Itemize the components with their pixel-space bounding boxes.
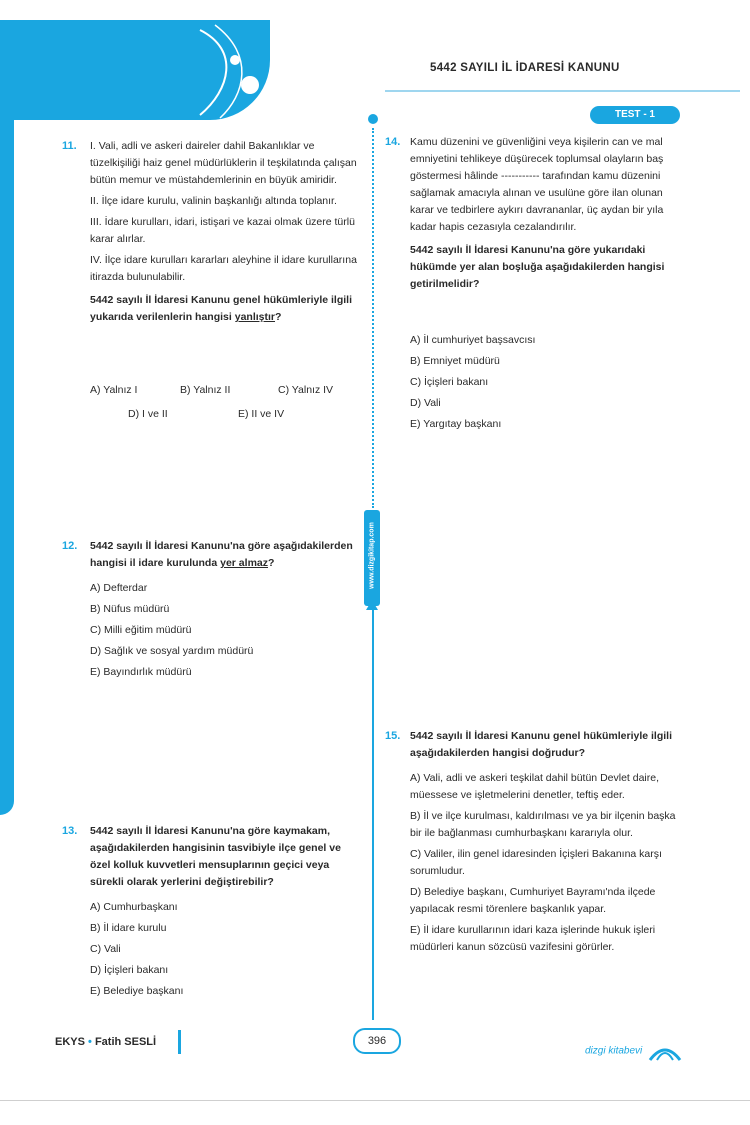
question-14-body <box>410 134 686 293</box>
footer-credit <box>55 1036 156 1048</box>
option-e[interactable]: E) Bayındırlık müdürü <box>90 666 192 678</box>
stem-underlined: yer almaz <box>220 557 268 569</box>
question-15-options <box>410 770 686 956</box>
stem-text: 5442 sayılı İl İdaresi Kanunu genel hükümleriyle ilgili yukarıda verilenlerin hangisi <box>90 294 353 323</box>
question-13-stem: 5442 sayılı İl İdaresi Kanunu'na göre kaymakam, aşağıdakilerden hangisinin tasvibiyle ilçe genel ve özel kolluk kuvvetleri mensuplarının geçici veya sürekli olarak yerlerini değiştirebilir? <box>90 825 341 888</box>
question-text: Kamu düzenini ve güvenliğini veya kişilerin can ve mal emniyetini tehlikeye düşürecek toplumsal olayların baş göstermesi hâlinde ----------- tarafından kamu düzenini sağlamak amacıyla alınan ve usulüne göre ilan olunan karar ve tedbirlere aykırı davrananlar, üç aydan bir yıla kadar hapis cezasıyla cezalandırılır. <box>410 136 664 233</box>
footer-dot: • <box>88 1036 92 1048</box>
statement-iv: IV. İlçe idare kurulları kararları aleyhine il idare kurullarına itirazda bulunulabilir. <box>90 254 357 283</box>
wave-decoration-icon <box>0 20 270 120</box>
bottom-rule <box>0 1100 750 1101</box>
stem-text: 5442 sayılı İl İdaresi Kanunu'na göre aşağıdakilerden hangisi il idare kurulunda <box>90 540 353 569</box>
side-tab <box>364 510 380 606</box>
option-a[interactable]: A) Vali, adli ve askeri teşkilat dahil bütün Devlet daire, müessese ve işletmelerini denetler, teftiş eder. <box>410 772 660 801</box>
question-number: 12. <box>62 540 78 552</box>
statement-iii: III. İdare kurulları, idari, istişari ve kazai olmak üzere türlü karar alırlar. <box>90 216 355 245</box>
question-11-body <box>90 138 362 326</box>
option-c[interactable]: C) Vali <box>90 943 121 955</box>
option-b[interactable]: B) İl ve ilçe kurulması, kaldırılması ve ya bir ilçenin başka bir ile bağlanması cumhurbaşkanı kararıyla olur. <box>410 810 676 839</box>
option-d[interactable]: D) Belediye başkanı, Cumhuriyet Bayramı'nda ilçede yapılacak resmi törenlere başkanlık yapar. <box>410 886 656 915</box>
statement-i: I. Vali, adli ve askeri daireler dahil Bakanlıklar ve tüzelkişiliği haiz genel müdürlüklerin il teşkilatında çalışan bütün memur ve müstahdemlerinin en büyük amiridir. <box>90 140 357 186</box>
option-e[interactable]: E) Belediye başkanı <box>90 985 184 997</box>
side-tab-text: www.dizgikitap.com <box>368 522 376 589</box>
question-number: 14. <box>385 136 401 148</box>
option-d[interactable]: D) Vali <box>410 397 441 409</box>
option-c[interactable]: C) Valiler, ilin genel idaresinden İçişleri Bakanına karşı sorumludur. <box>410 848 662 877</box>
option-e[interactable]: E) Yargıtay başkanı <box>410 418 502 430</box>
header-rule <box>385 90 740 92</box>
page-header-title: 5442 SAYILI İL İDARESİ KANUNU <box>430 62 620 74</box>
question-number: 13. <box>62 825 78 837</box>
option-d[interactable]: D) I ve II <box>128 408 168 420</box>
test-badge: TEST - 1 <box>590 106 680 124</box>
option-d[interactable]: D) Sağlık ve sosyal yardım müdürü <box>90 645 254 657</box>
footer-bar <box>178 1030 181 1054</box>
option-b[interactable]: B) Nüfus müdürü <box>90 603 170 615</box>
up-arrow-icon <box>366 600 378 610</box>
option-b[interactable]: B) Emniyet müdürü <box>410 355 500 367</box>
header-dot <box>368 114 378 124</box>
footer-prefix: EKYS <box>55 1036 85 1048</box>
option-e[interactable]: E) II ve IV <box>238 408 285 420</box>
option-a[interactable]: A) Defterdar <box>90 582 148 594</box>
footer-author: Fatih SESLİ <box>94 1036 157 1048</box>
option-c[interactable]: C) Milli eğitim müdürü <box>90 624 192 636</box>
option-b[interactable]: B) İl idare kurulu <box>90 922 167 934</box>
question-12-stem <box>90 538 362 572</box>
question-15-stem: 5442 sayılı İl İdaresi Kanunu genel hükümleriyle ilgili aşağıdakilerden hangisi doğrudur? <box>410 730 673 759</box>
column-divider-top <box>372 128 374 508</box>
option-c[interactable]: C) Yalnız IV <box>278 384 334 396</box>
question-number: 15. <box>385 730 401 742</box>
column-divider-bottom <box>372 610 374 1020</box>
stem-end: ? <box>268 557 275 569</box>
question-14-options <box>410 330 535 435</box>
option-e[interactable]: E) İl idare kurullarının idari kaza işlerinde hukuk işleri müdürleri kanun sözcüsü vazifesini görürler. <box>410 924 656 953</box>
option-b[interactable]: B) Yalnız II <box>180 384 231 396</box>
option-c[interactable]: C) İçişleri bakanı <box>410 376 489 388</box>
option-a[interactable]: A) İl cumhuriyet başsavcısı <box>410 334 536 346</box>
publisher-name: dizgi kitabevi <box>585 1045 643 1057</box>
fountain-logo-icon <box>645 1040 685 1062</box>
publisher-logo <box>585 1040 685 1062</box>
stem-end: ? <box>275 311 282 323</box>
option-a[interactable]: A) Yalnız I <box>90 384 138 396</box>
statement-ii: II. İlçe idare kurulu, valinin başkanlığı altında toplanır. <box>90 195 337 207</box>
question-number: 11. <box>62 140 77 152</box>
page-number: 396 <box>353 1028 401 1054</box>
left-margin-band <box>0 20 14 815</box>
header-decoration <box>0 20 270 120</box>
option-a[interactable]: A) Cumhurbaşkanı <box>90 901 178 913</box>
question-stem: 5442 sayılı İl İdaresi Kanunu'na göre yukarıdaki hükümde yer alan boşluğa aşağıdakilerden hangisi getirilmelidir? <box>410 244 665 290</box>
question-stem <box>90 292 362 326</box>
question-12-options <box>90 578 253 683</box>
stem-underlined: yanlıştır <box>234 311 276 323</box>
question-13-options <box>90 897 183 1002</box>
option-d[interactable]: D) İçişleri bakanı <box>90 964 169 976</box>
